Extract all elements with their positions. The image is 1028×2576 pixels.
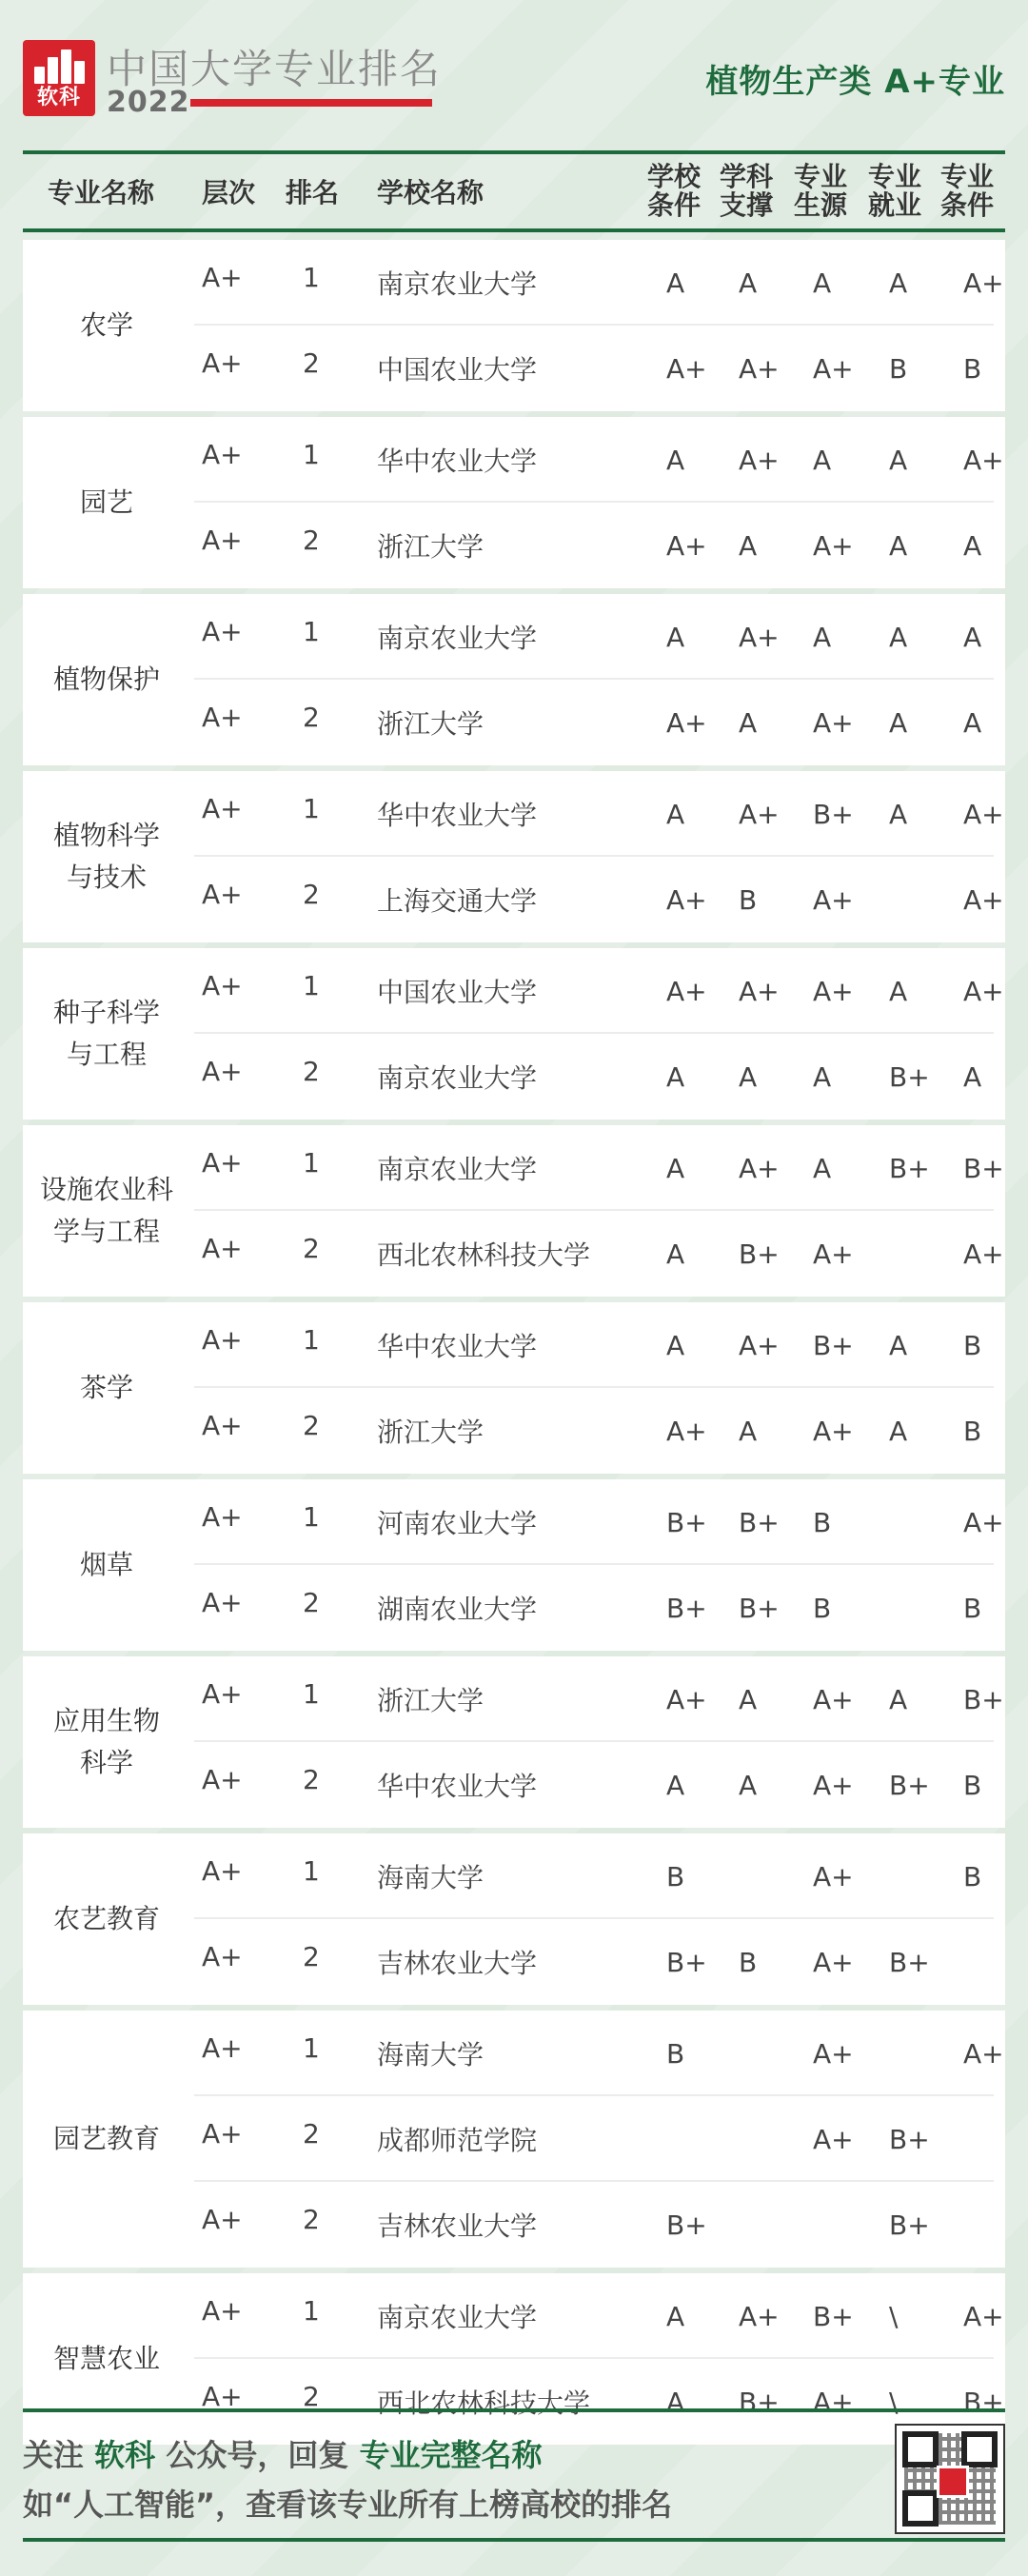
table-row bbox=[190, 1388, 1005, 1474]
cell-c4: B+ bbox=[889, 1769, 930, 1801]
cell-c4: \ bbox=[889, 2300, 899, 2332]
cell-school: 西北农林科技大学 bbox=[377, 1239, 591, 1271]
cell-c1: A+ bbox=[666, 1683, 707, 1715]
cell-level: A+ bbox=[202, 1940, 243, 1972]
table-row bbox=[190, 1302, 1005, 1388]
table-row bbox=[190, 1125, 1005, 1211]
cell-c3: A+ bbox=[813, 1946, 854, 1978]
cell-c3: A bbox=[813, 1060, 832, 1093]
cell-level: A+ bbox=[202, 1232, 243, 1264]
cell-c2: B+ bbox=[739, 2386, 780, 2418]
footer-line-2: 如“人工智能”，查看该专业所有上榜高校的排名 bbox=[23, 2487, 673, 2523]
table-row bbox=[190, 1565, 1005, 1651]
cell-level: A+ bbox=[202, 878, 243, 910]
cell-c1: A bbox=[666, 1769, 685, 1801]
brand-underline bbox=[190, 99, 432, 107]
cell-school: 南京农业大学 bbox=[377, 623, 538, 654]
table-row bbox=[190, 594, 1005, 680]
cell-c2: A+ bbox=[739, 1152, 780, 1184]
cell-c5: A+ bbox=[963, 1506, 1004, 1538]
cell-level: A+ bbox=[202, 1677, 243, 1710]
cell-level: A+ bbox=[202, 969, 243, 1001]
cell-c4: A bbox=[889, 1415, 908, 1447]
footer-keyword: 专业完整名称 bbox=[359, 2437, 543, 2473]
table-row bbox=[190, 1833, 1005, 1919]
col-school-condition: 学校 条件 bbox=[646, 161, 701, 221]
cell-c3: A bbox=[813, 621, 832, 653]
cell-level: A+ bbox=[202, 792, 243, 824]
cell-c5: A+ bbox=[963, 1238, 1004, 1270]
major-group bbox=[23, 1479, 1005, 1651]
cell-rank: 1 bbox=[303, 969, 320, 1001]
cell-school: 浙江大学 bbox=[377, 1417, 484, 1448]
cell-level: A+ bbox=[202, 261, 243, 293]
cell-c2: B+ bbox=[739, 1506, 780, 1538]
cell-c2: B bbox=[739, 883, 758, 916]
cell-level: A+ bbox=[202, 1146, 243, 1179]
cell-rank: 1 bbox=[303, 1854, 320, 1887]
cell-c5: B+ bbox=[963, 1683, 1004, 1715]
cell-c3: A+ bbox=[813, 2037, 854, 2070]
cell-school: 吉林农业大学 bbox=[377, 2210, 538, 2242]
cell-c5: B bbox=[963, 1415, 982, 1447]
table-row bbox=[190, 948, 1005, 1034]
cell-c5: A+ bbox=[963, 798, 1004, 830]
cell-c3: A+ bbox=[813, 2123, 854, 2155]
cell-c3: B+ bbox=[813, 2300, 854, 2332]
major-name: 茶学 bbox=[79, 1372, 133, 1403]
cell-c1: A+ bbox=[666, 352, 707, 385]
footer-brand: 软科 bbox=[94, 2437, 156, 2473]
table-row bbox=[190, 1656, 1005, 1742]
footer-line-1: 关注 软科 公众号，回复 专业完整名称 bbox=[23, 2437, 543, 2473]
cell-c1: A+ bbox=[666, 706, 707, 739]
cell-c2: A bbox=[739, 706, 758, 739]
cell-school: 浙江大学 bbox=[377, 708, 484, 740]
cell-c2: A+ bbox=[739, 975, 780, 1007]
cell-c5: B+ bbox=[963, 2386, 1004, 2418]
cell-c3: A+ bbox=[813, 1415, 854, 1447]
logo-text: 软科 bbox=[36, 86, 81, 109]
cell-c1: A bbox=[666, 2300, 685, 2332]
cell-rank: 1 bbox=[303, 2031, 320, 2064]
cell-level: A+ bbox=[202, 1409, 243, 1441]
cell-c2: A+ bbox=[739, 798, 780, 830]
cell-c3: A+ bbox=[813, 1683, 854, 1715]
major-group bbox=[23, 948, 1005, 1120]
cell-school: 成都师范学院 bbox=[377, 2125, 538, 2156]
cell-c4: A bbox=[889, 798, 908, 830]
cell-rank: 1 bbox=[303, 615, 320, 647]
major-group bbox=[23, 240, 1005, 411]
cell-rank: 2 bbox=[303, 347, 320, 379]
major-group bbox=[23, 771, 1005, 942]
cell-school: 南京农业大学 bbox=[377, 268, 538, 300]
cell-c3: B bbox=[813, 1506, 832, 1538]
table-row bbox=[190, 680, 1005, 765]
cell-c4: A bbox=[889, 706, 908, 739]
table-row bbox=[190, 1211, 1005, 1297]
cell-c2: A bbox=[739, 529, 758, 562]
cell-c5: B bbox=[963, 1329, 982, 1361]
cell-c1: B+ bbox=[666, 1506, 707, 1538]
cell-c5: A+ bbox=[963, 2300, 1004, 2332]
cell-c3: B+ bbox=[813, 1329, 854, 1361]
cell-c1: A+ bbox=[666, 975, 707, 1007]
cell-school: 南京农业大学 bbox=[377, 1154, 538, 1185]
cell-c2: A bbox=[739, 1415, 758, 1447]
table-row bbox=[190, 2096, 1005, 2182]
cell-c3: B+ bbox=[813, 798, 854, 830]
cell-rank: 1 bbox=[303, 438, 320, 470]
cell-c3: A+ bbox=[813, 529, 854, 562]
major-group bbox=[23, 2011, 1005, 2268]
cell-school: 南京农业大学 bbox=[377, 1062, 538, 1094]
cell-c3: A bbox=[813, 1152, 832, 1184]
cell-c4: B+ bbox=[889, 2209, 930, 2241]
col-major-condition: 专业 条件 bbox=[939, 161, 994, 221]
cell-c3: A+ bbox=[813, 975, 854, 1007]
cell-c5: A+ bbox=[963, 975, 1004, 1007]
cell-c2: A+ bbox=[739, 352, 780, 385]
major-group bbox=[23, 1833, 1005, 2005]
cell-c1: B+ bbox=[666, 2209, 707, 2241]
table-row bbox=[190, 503, 1005, 588]
cell-c1: A bbox=[666, 267, 685, 299]
major-name: 烟草 bbox=[79, 1549, 133, 1580]
cell-school: 中国农业大学 bbox=[377, 354, 538, 386]
cell-c3: A+ bbox=[813, 1860, 854, 1892]
cell-rank: 2 bbox=[303, 1055, 320, 1087]
cell-c2: A bbox=[739, 1769, 758, 1801]
cell-rank: 1 bbox=[303, 792, 320, 824]
cell-c3: A+ bbox=[813, 1769, 854, 1801]
cell-school: 华中农业大学 bbox=[377, 1331, 538, 1362]
cell-c5: A+ bbox=[963, 883, 1004, 916]
cell-level: A+ bbox=[202, 1763, 243, 1795]
cell-c5: A bbox=[963, 706, 982, 739]
cell-school: 西北农林科技大学 bbox=[377, 2388, 591, 2419]
cell-rank: 1 bbox=[303, 2294, 320, 2327]
cell-level: A+ bbox=[202, 2117, 243, 2150]
cell-c1: A+ bbox=[666, 883, 707, 916]
cell-school: 华中农业大学 bbox=[377, 1771, 538, 1802]
col-student-source: 专业 生源 bbox=[793, 161, 847, 221]
cell-rank: 1 bbox=[303, 1500, 320, 1533]
cell-c3: A+ bbox=[813, 2386, 854, 2418]
cell-rank: 2 bbox=[303, 1940, 320, 1972]
cell-school: 河南农业大学 bbox=[377, 1508, 538, 1539]
cell-c1: A bbox=[666, 2386, 685, 2418]
column-header bbox=[23, 150, 1005, 232]
cell-rank: 2 bbox=[303, 1232, 320, 1264]
cell-rank: 1 bbox=[303, 1146, 320, 1179]
cell-c2: A bbox=[739, 1060, 758, 1093]
col-major: 专业名称 bbox=[48, 177, 155, 208]
major-name: 植物保护 bbox=[52, 664, 160, 695]
cell-c2: A+ bbox=[739, 1329, 780, 1361]
table-row bbox=[190, 1919, 1005, 2005]
major-name: 种子科学 与工程 bbox=[52, 997, 160, 1070]
cell-c5: A+ bbox=[963, 444, 1004, 476]
cell-c1: B+ bbox=[666, 1592, 707, 1624]
cell-level: A+ bbox=[202, 1055, 243, 1087]
cell-c2: A+ bbox=[739, 2300, 780, 2332]
cell-c5: A bbox=[963, 1060, 982, 1093]
cell-c2: B+ bbox=[739, 1238, 780, 1270]
major-group bbox=[23, 1302, 1005, 1474]
table-row bbox=[190, 2011, 1005, 2096]
cell-c4: B+ bbox=[889, 1060, 930, 1093]
cell-c5: B bbox=[963, 1860, 982, 1892]
cell-level: A+ bbox=[202, 2294, 243, 2327]
brand-logo bbox=[23, 40, 95, 116]
col-discipline-support: 学科 支撑 bbox=[719, 161, 773, 221]
cell-c4: A bbox=[889, 267, 908, 299]
cell-c5: B bbox=[963, 1592, 982, 1624]
table-row bbox=[190, 1742, 1005, 1828]
cell-rank: 2 bbox=[303, 524, 320, 556]
cell-c3: A bbox=[813, 444, 832, 476]
cell-c1: A bbox=[666, 444, 685, 476]
cell-c3: A+ bbox=[813, 1238, 854, 1270]
cell-level: A+ bbox=[202, 701, 243, 733]
cell-c5: B bbox=[963, 352, 982, 385]
cell-rank: 2 bbox=[303, 1763, 320, 1795]
cell-rank: 2 bbox=[303, 2203, 320, 2235]
cell-school: 海南大学 bbox=[377, 1862, 484, 1893]
cell-school: 湖南农业大学 bbox=[377, 1594, 538, 1625]
cell-c3: A bbox=[813, 267, 832, 299]
major-group bbox=[23, 594, 1005, 765]
table-row bbox=[190, 2182, 1005, 2268]
cell-school: 海南大学 bbox=[377, 2039, 484, 2071]
cell-level: A+ bbox=[202, 1586, 243, 1618]
table-row bbox=[190, 1479, 1005, 1565]
cell-c3: A+ bbox=[813, 352, 854, 385]
major-name: 园艺教育 bbox=[52, 2123, 160, 2154]
major-group bbox=[23, 417, 1005, 588]
table-row bbox=[190, 240, 1005, 326]
cell-rank: 2 bbox=[303, 878, 320, 910]
cell-level: A+ bbox=[202, 615, 243, 647]
major-name: 植物科学 与技术 bbox=[52, 820, 160, 893]
major-name: 园艺 bbox=[79, 486, 133, 518]
table-row bbox=[190, 326, 1005, 411]
cell-c2: A+ bbox=[739, 444, 780, 476]
cell-school: 中国农业大学 bbox=[377, 977, 538, 1008]
major-group bbox=[23, 1656, 1005, 1828]
col-employment: 专业 就业 bbox=[867, 161, 921, 221]
header bbox=[23, 34, 1005, 139]
cell-rank: 2 bbox=[303, 1409, 320, 1441]
cell-school: 华中农业大学 bbox=[377, 800, 538, 831]
cell-rank: 2 bbox=[303, 2117, 320, 2150]
cell-school: 浙江大学 bbox=[377, 531, 484, 563]
cell-c4: A bbox=[889, 1683, 908, 1715]
cell-c3: A+ bbox=[813, 883, 854, 916]
cell-c1: B+ bbox=[666, 1946, 707, 1978]
cell-c4: A bbox=[889, 621, 908, 653]
page-subtitle: 植物生产类 A+专业 bbox=[705, 63, 1005, 101]
cell-level: A+ bbox=[202, 1854, 243, 1887]
cell-c1: A bbox=[666, 1238, 685, 1270]
brand-year: 2022 bbox=[107, 86, 190, 119]
cell-school: 上海交通大学 bbox=[377, 885, 538, 917]
cell-c4: A bbox=[889, 1329, 908, 1361]
col-rank: 排名 bbox=[286, 177, 340, 208]
brand-title: 中国大学专业排名 bbox=[107, 46, 443, 92]
cell-c3: B bbox=[813, 1592, 832, 1624]
cell-c1: B bbox=[666, 1860, 685, 1892]
major-group bbox=[23, 1125, 1005, 1297]
cell-c1: A bbox=[666, 1152, 685, 1184]
cell-c1: A+ bbox=[666, 529, 707, 562]
cell-level: A+ bbox=[202, 438, 243, 470]
cell-c2: B+ bbox=[739, 1592, 780, 1624]
cell-c1: A bbox=[666, 1329, 685, 1361]
col-level: 层次 bbox=[202, 177, 256, 208]
cell-c2: B bbox=[739, 1946, 758, 1978]
major-name: 农艺教育 bbox=[52, 1903, 160, 1934]
cell-level: A+ bbox=[202, 2380, 243, 2412]
bottom-divider bbox=[23, 2538, 1005, 2542]
table-row bbox=[190, 857, 1005, 942]
cell-c1: A bbox=[666, 1060, 685, 1093]
cell-c5: A+ bbox=[963, 2037, 1004, 2070]
cell-c1: B bbox=[666, 2037, 685, 2070]
cell-c2: A+ bbox=[739, 621, 780, 653]
cell-rank: 1 bbox=[303, 261, 320, 293]
cell-level: A+ bbox=[202, 1323, 243, 1356]
cell-c3: A+ bbox=[813, 706, 854, 739]
cell-level: A+ bbox=[202, 2031, 243, 2064]
cell-level: A+ bbox=[202, 2203, 243, 2235]
cell-c4: B+ bbox=[889, 1946, 930, 1978]
cell-school: 南京农业大学 bbox=[377, 2302, 538, 2333]
bar-chart-icon bbox=[32, 50, 86, 84]
qr-code bbox=[895, 2424, 1005, 2534]
cell-level: A+ bbox=[202, 524, 243, 556]
footer bbox=[23, 2408, 1005, 2540]
major-name: 农学 bbox=[79, 309, 133, 341]
cell-c2: A bbox=[739, 1683, 758, 1715]
table-row bbox=[190, 2273, 1005, 2359]
major-name: 设施农业科 学与工程 bbox=[39, 1174, 173, 1247]
major-name: 智慧农业 bbox=[52, 2343, 160, 2374]
table-row bbox=[190, 771, 1005, 857]
cell-rank: 2 bbox=[303, 2380, 320, 2412]
cell-c4: \ bbox=[889, 2386, 899, 2418]
table-row bbox=[190, 417, 1005, 503]
cell-rank: 1 bbox=[303, 1323, 320, 1356]
cell-c5: B bbox=[963, 1769, 982, 1801]
cell-c4: A bbox=[889, 529, 908, 562]
cell-rank: 2 bbox=[303, 701, 320, 733]
cell-c1: A+ bbox=[666, 1415, 707, 1447]
cell-c5: A bbox=[963, 529, 982, 562]
cell-school: 华中农业大学 bbox=[377, 446, 538, 477]
cell-c1: A bbox=[666, 798, 685, 830]
cell-level: A+ bbox=[202, 347, 243, 379]
cell-c5: A bbox=[963, 621, 982, 653]
cell-rank: 1 bbox=[303, 1677, 320, 1710]
cell-c1: A bbox=[666, 621, 685, 653]
brand-logo-icon bbox=[937, 2466, 969, 2498]
major-name: 应用生物 科学 bbox=[52, 1705, 160, 1778]
cell-c4: B+ bbox=[889, 1152, 930, 1184]
cell-level: A+ bbox=[202, 1500, 243, 1533]
cell-school: 吉林农业大学 bbox=[377, 1948, 538, 1979]
cell-c5: A+ bbox=[963, 267, 1004, 299]
cell-c5: B+ bbox=[963, 1152, 1004, 1184]
cell-c4: A bbox=[889, 444, 908, 476]
cell-rank: 2 bbox=[303, 1586, 320, 1618]
col-school: 学校名称 bbox=[377, 177, 484, 208]
table-row bbox=[190, 1034, 1005, 1120]
cell-c4: A bbox=[889, 975, 908, 1007]
cell-c2: A bbox=[739, 267, 758, 299]
cell-c4: B+ bbox=[889, 2123, 930, 2155]
cell-school: 浙江大学 bbox=[377, 1685, 484, 1716]
cell-c4: B bbox=[889, 352, 908, 385]
